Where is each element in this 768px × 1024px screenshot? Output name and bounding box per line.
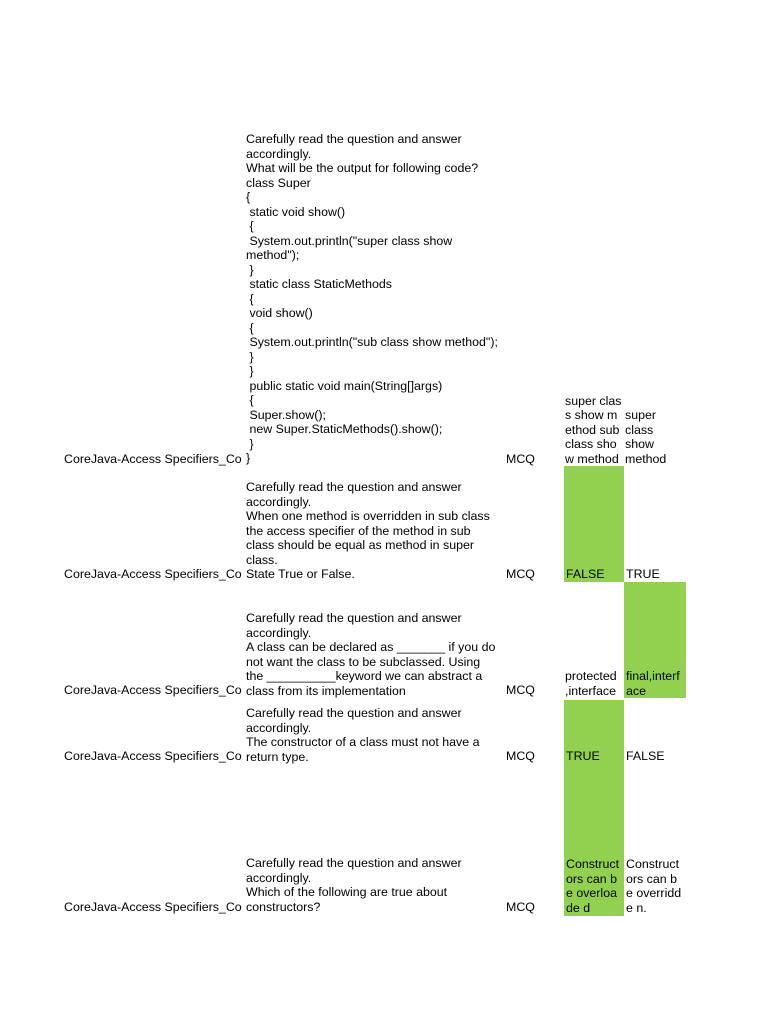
question-line: { [246, 219, 254, 233]
choice-2-cell [625, 842, 685, 916]
question-line: { [246, 291, 254, 306]
type-cell: MCQ [506, 452, 535, 466]
question-cell [246, 611, 504, 698]
choice-1-text: FALSE [566, 566, 605, 581]
topic-cell: CoreJava-Access Specifiers_Co [64, 567, 242, 581]
question-cell [246, 706, 504, 764]
question-line: constructors? [246, 899, 321, 914]
question-line: class should be equal as method in super [246, 538, 474, 552]
question-line: accordingly. [246, 720, 312, 735]
choice-1-cell [564, 466, 624, 582]
choice-2-cell [625, 700, 685, 842]
question-line: Which of the following are true about [246, 885, 448, 899]
topic-cell: CoreJava-Access Specifiers_Co [64, 452, 242, 466]
type-cell: MCQ [506, 900, 535, 914]
question-line: } [246, 349, 254, 364]
question-line: method"); [246, 248, 300, 262]
question-line: { [246, 393, 254, 407]
choice-1-text: TRUE [566, 749, 600, 763]
type-cell: MCQ [506, 567, 535, 581]
question-line: Carefully read the question and answer [246, 480, 462, 494]
question-line: A class can be declared as _______ if you do [246, 640, 496, 654]
question-line: } [246, 451, 251, 465]
choice-2-text: FALSE [626, 749, 665, 763]
question-line: static class StaticMethods [246, 277, 392, 291]
question-line: } [246, 436, 254, 451]
question-line: Carefully read the question and answer [246, 706, 462, 720]
choice-1-text: Construct ors can be overloade d [566, 857, 620, 915]
choice-1-cell [564, 842, 624, 916]
question-line: accordingly. [246, 494, 312, 509]
topic-cell: CoreJava-Access Specifiers_Co [64, 683, 242, 697]
choice-1-cell [565, 364, 623, 466]
question-cell [246, 480, 504, 582]
question-line: } [246, 262, 254, 277]
question-line: static void show() [246, 204, 346, 219]
choice-1-text: super class show method sub class show method [565, 393, 622, 466]
question-line: return type. [246, 749, 309, 764]
question-line: What will be the output for following code? [246, 161, 479, 175]
question-line: void show() [246, 306, 313, 320]
choice-1-cell [564, 700, 624, 842]
choice-2-text: TRUE [626, 566, 660, 581]
question-line: accordingly. [246, 870, 312, 885]
question-cell [246, 856, 504, 914]
question-line: public static void main(String[]args) [246, 378, 443, 393]
question-line: class Super [246, 175, 311, 190]
question-line: the __________keyword we can abstract a [246, 669, 483, 683]
question-line: { [246, 320, 254, 335]
type-cell: MCQ [506, 749, 535, 763]
choice-2-cell [625, 466, 685, 582]
question-line: { [246, 190, 251, 204]
question-line: new Super.StaticMethods().show(); [246, 422, 443, 436]
question-line: The constructor of a class must not have a [246, 735, 480, 749]
question-line: System.out.println("sub class show method"); [246, 335, 498, 349]
type-cell: MCQ [506, 683, 535, 697]
question-line: class from its implementation [246, 683, 406, 698]
topic-cell: CoreJava-Access Specifiers_Co [64, 900, 242, 914]
question-line: not want the class to be subclassed. Using [246, 654, 481, 669]
question-line: Carefully read the question and answer [246, 611, 462, 625]
question-line: Super.show(); [246, 407, 326, 422]
question-cell [246, 132, 504, 466]
choice-2-text: super class show method [625, 408, 667, 466]
question-line: the access specifier of the method in sub [246, 523, 471, 538]
choice-2-text: Construct ors can be overridde n. [626, 857, 682, 915]
choice-1-cell [565, 582, 623, 698]
question-line: class. [246, 552, 278, 567]
question-line: State True or False. [246, 567, 355, 581]
question-line: When one method is overridden in sub class [246, 509, 490, 523]
question-line: } [246, 364, 254, 378]
choice-1-text: protected ,interface [565, 669, 617, 698]
question-line: accordingly. [246, 146, 312, 161]
topic-cell: CoreJava-Access Specifiers_Co [64, 749, 242, 763]
question-line: accordingly. [246, 625, 312, 640]
choice-2-cell [624, 582, 686, 698]
question-line: Carefully read the question and answer [246, 856, 462, 870]
choice-2-cell [625, 407, 685, 466]
question-line: System.out.println("super class show [246, 233, 453, 248]
choice-2-text: final,interf ace [626, 669, 680, 698]
question-line: Carefully read the question and answer [246, 132, 462, 146]
